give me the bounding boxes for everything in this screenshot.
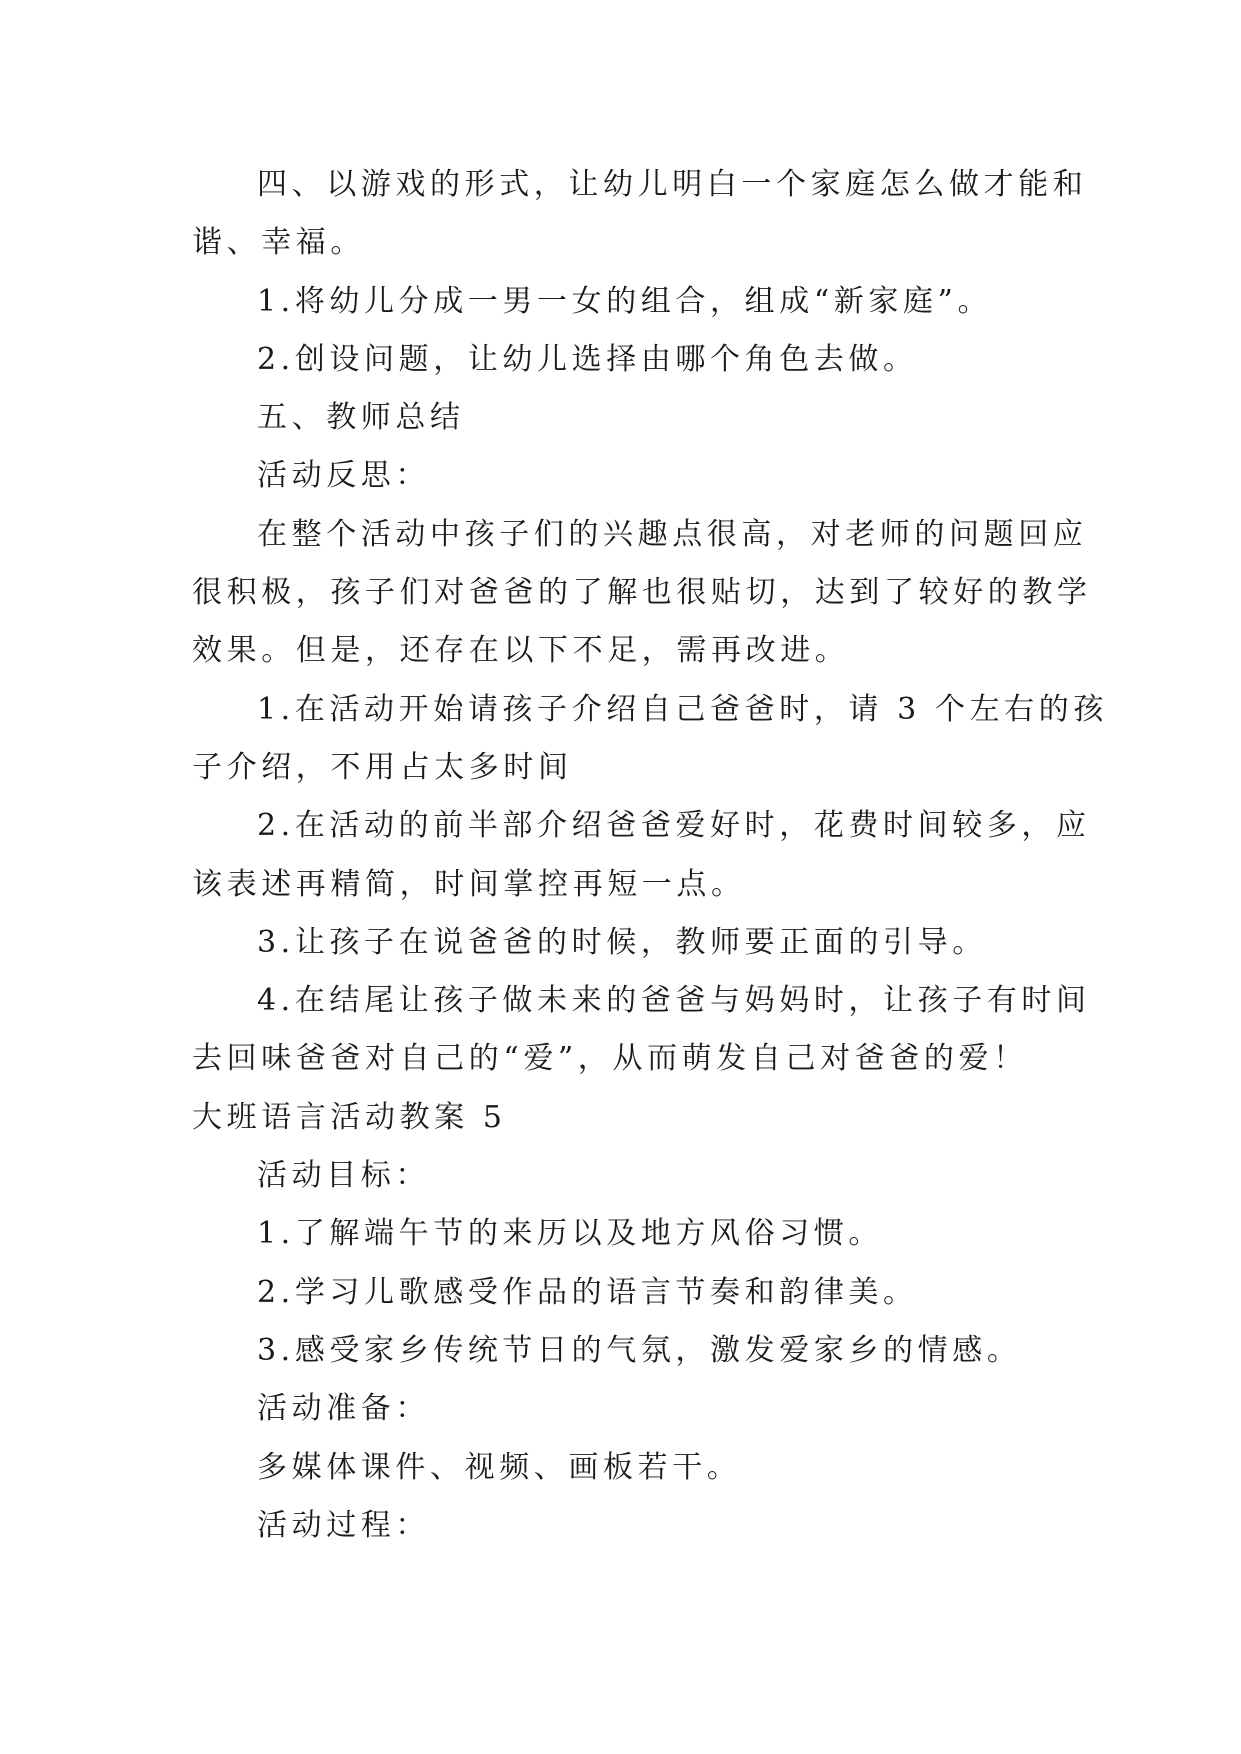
paragraph-line: 在整个活动中孩子们的兴趣点很高，对老师的问题回应 (257, 516, 1088, 552)
section-label: 活动目标： (257, 1158, 430, 1194)
list-item-continuation: 子介绍，不用占太多时间 (192, 749, 573, 785)
paragraph-line: 多媒体课件、视频、画板若干。 (257, 1449, 742, 1485)
section-heading: 五、教师总结 (257, 400, 465, 436)
document-body (192, 156, 1108, 1555)
list-item: 1.在活动开始请孩子介绍自己爸爸时，请 3 个左右的孩 (257, 691, 1108, 727)
list-item: 1.将幼儿分成一男一女的组合，组成“新家庭”。 (257, 283, 993, 319)
paragraph-line: 四、以游戏的形式，让幼儿明白一个家庭怎么做才能和 (257, 167, 1088, 202)
list-item: 4.在结尾让孩子做未来的爸爸与妈妈时，让孩子有时间 (257, 983, 1091, 1019)
section-label: 活动准备： (257, 1391, 430, 1427)
list-item: 3.让孩子在说爸爸的时候，教师要正面的引导。 (257, 924, 987, 960)
paragraph-line: 效果。但是，还存在以下不足，需再改进。 (192, 633, 850, 669)
list-item: 2.在活动的前半部介绍爸爸爱好时，花费时间较多，应 (257, 808, 1091, 844)
list-item: 3.感受家乡传统节日的气氛，激发爱家乡的情感。 (257, 1332, 1022, 1368)
section-label: 活动反思： (257, 458, 430, 494)
list-item: 1.了解端午节的来历以及地方风俗习惯。 (257, 1216, 884, 1252)
section-label: 活动过程： (257, 1507, 430, 1543)
document-heading: 大班语言活动教案 5 (192, 1099, 507, 1135)
list-item: 2.创设问题，让幼儿选择由哪个角色去做。 (257, 341, 918, 377)
paragraph-line: 谐、幸福。 (192, 225, 365, 261)
list-item-continuation: 去回味爸爸对自己的“爱”，从而萌发自己对爸爸的爱！ (192, 1041, 1028, 1077)
paragraph-line: 很积极，孩子们对爸爸的了解也很贴切，达到了较好的教学 (192, 575, 1092, 611)
list-item: 2.学习儿歌感受作品的语言节奏和韵律美。 (257, 1274, 918, 1310)
list-item-continuation: 该表述再精简，时间掌控再短一点。 (192, 866, 746, 902)
